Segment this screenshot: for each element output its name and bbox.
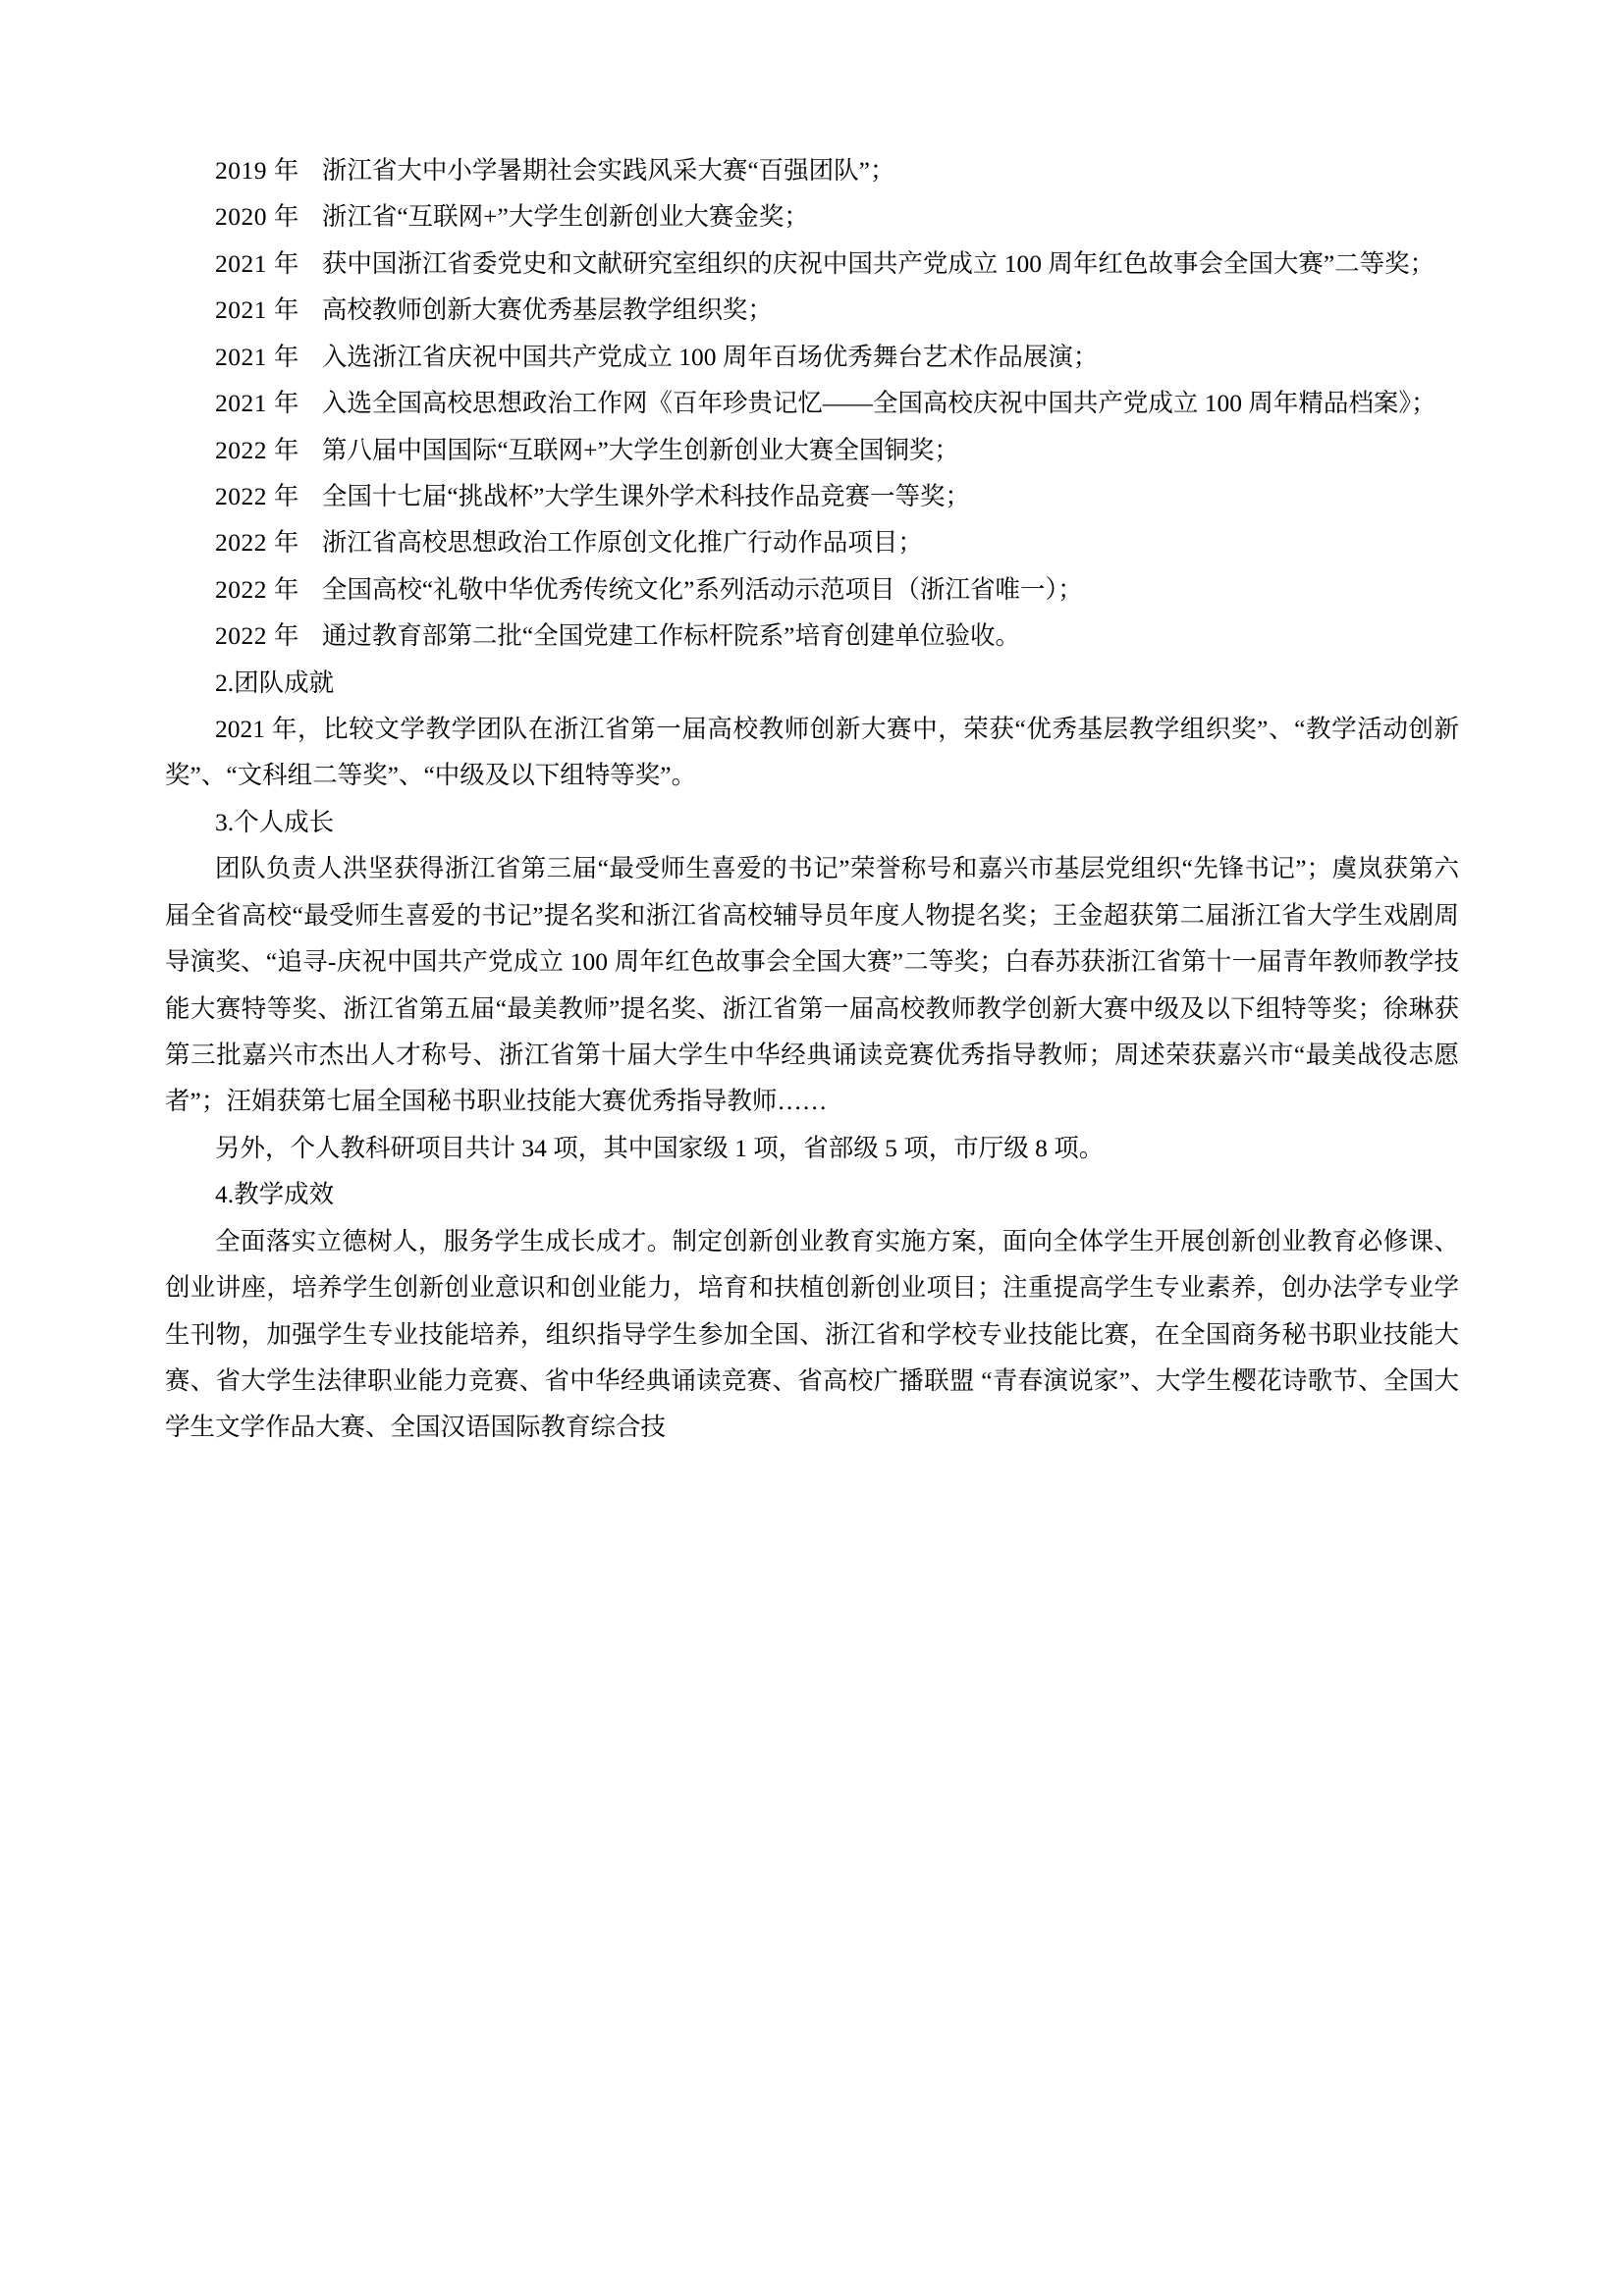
section-paragraph: 另外，个人教科研项目共计 34 项，其中国家级 1 项，省部级 5 项，市厅级 8 项。 [215, 1133, 1105, 1162]
award-year: 2020 年 [215, 202, 299, 232]
section-heading: 3.个人成长 [215, 807, 335, 836]
award-line [165, 240, 1459, 287]
award-text: 入选全国高校思想政治工作网《百年珍贵记忆——全国高校庆祝中国共产党成立 100 周年精品档案》； [321, 389, 1436, 418]
section-paragraph: 2021 年，比较文学教学团队在浙江省第一届高校教师创新大赛中，荣获“优秀基层教学组织奖”、“教学活动创新奖”、“文科组二等奖”、“中级及以下组特等奖”。 [165, 715, 1459, 790]
award-year: 2021 年 [215, 342, 299, 371]
award-year: 2022 年 [215, 481, 299, 510]
award-line [165, 193, 1459, 240]
award-text: 通过教育部第二批“全国党建工作标杆院系”培育创建单位验收。 [321, 621, 1020, 651]
award-line [165, 334, 1459, 380]
award-text: 第八届中国国际“互联网+”大学生创新创业大赛全国铜奖； [321, 435, 959, 464]
award-year: 2021 年 [215, 295, 299, 325]
award-year: 2019 年 [215, 156, 299, 185]
award-text: 入选浙江省庆祝中国共产党成立 100 周年百场优秀舞台艺术作品展演； [321, 342, 1099, 371]
award-year: 2022 年 [215, 528, 299, 558]
award-line [165, 519, 1459, 565]
award-text: 全国高校“礼敬中华优秀传统文化”系列活动示范项目（浙江省唯一）； [321, 574, 1083, 604]
award-line [165, 427, 1459, 473]
document-body [165, 147, 1459, 1451]
award-year: 2022 年 [215, 621, 299, 651]
award-text: 获中国浙江省委党史和文献研究室组织的庆祝中国共产党成立 100 周年红色故事会全国大赛”二等奖； [321, 248, 1435, 278]
section-heading: 2.团队成就 [215, 667, 335, 697]
award-text: 全国十七届“挑战杯”大学生课外学术科技作品竞赛一等奖； [321, 481, 970, 510]
award-year: 2022 年 [215, 435, 299, 464]
award-year: 2022 年 [215, 574, 299, 604]
award-year: 2021 年 [215, 389, 299, 418]
award-text: 浙江省大中小学暑期社会实践风采大赛“百强团队”； [321, 156, 895, 185]
award-text: 高校教师创新大赛优秀基层教学组织奖； [321, 295, 773, 325]
award-text: 浙江省高校思想政治工作原创文化推广行动作品项目； [321, 528, 923, 558]
section-paragraph: 团队负责人洪坚获得浙江省第三届“最受师生喜爱的书记”荣誉称号和嘉兴市基层党组织“先锋书记”；虞岚获第六届全省高校“最受师生喜爱的书记”提名奖和浙江省高校辅导员年度人物提名奖；王金超获第二届浙江省大学生戏剧周导演奖、“追寻-庆祝中国共产党成立 100 周年红色故事会全国大赛”二等奖；白春苏获浙江省第十一届青年教师教学技能大赛特等奖、浙江省第五届“最美教师”提名奖、浙江省第一届高校教师教学创新大赛中级及以下组特等奖；徐琳获第三批嘉兴市杰出人才称号、浙江省第十届大学生中华经典诵读竞赛优秀指导教师；周述荣获嘉兴市“最美战役志愿者”；汪娟获第七届全国秘书职业技能大赛优秀指导教师…… [165, 854, 1459, 1116]
section-paragraph: 全面落实立德树人，服务学生成长成才。制定创新创业教育实施方案，面向全体学生开展创新创业教育必修课、创业讲座，培养学生创新创业意识和创业能力，培育和扶植创新创业项目；注重提高学生专业素养，创办法学专业学生刊物，加强学生专业技能培养，组织指导学生参加全国、浙江省和学校专业技能比赛，在全国商务秘书职业技能大赛、省大学生法律职业能力竞赛、省中华经典诵读竞赛、省高校广播联盟 “青春演说家”、大学生樱花诗歌节、全国大学生文学作品大赛、全国汉语国际教育综合技 [165, 1226, 1459, 1442]
award-line [165, 287, 1459, 333]
award-line [165, 147, 1459, 193]
award-line [165, 473, 1459, 519]
section-heading: 4.教学成效 [215, 1180, 335, 1209]
award-line [165, 380, 1459, 426]
award-line [165, 613, 1459, 659]
award-year: 2021 年 [215, 248, 299, 278]
award-line [165, 566, 1459, 613]
award-text: 浙江省“互联网+”大学生创新创业大赛金奖； [321, 202, 809, 232]
